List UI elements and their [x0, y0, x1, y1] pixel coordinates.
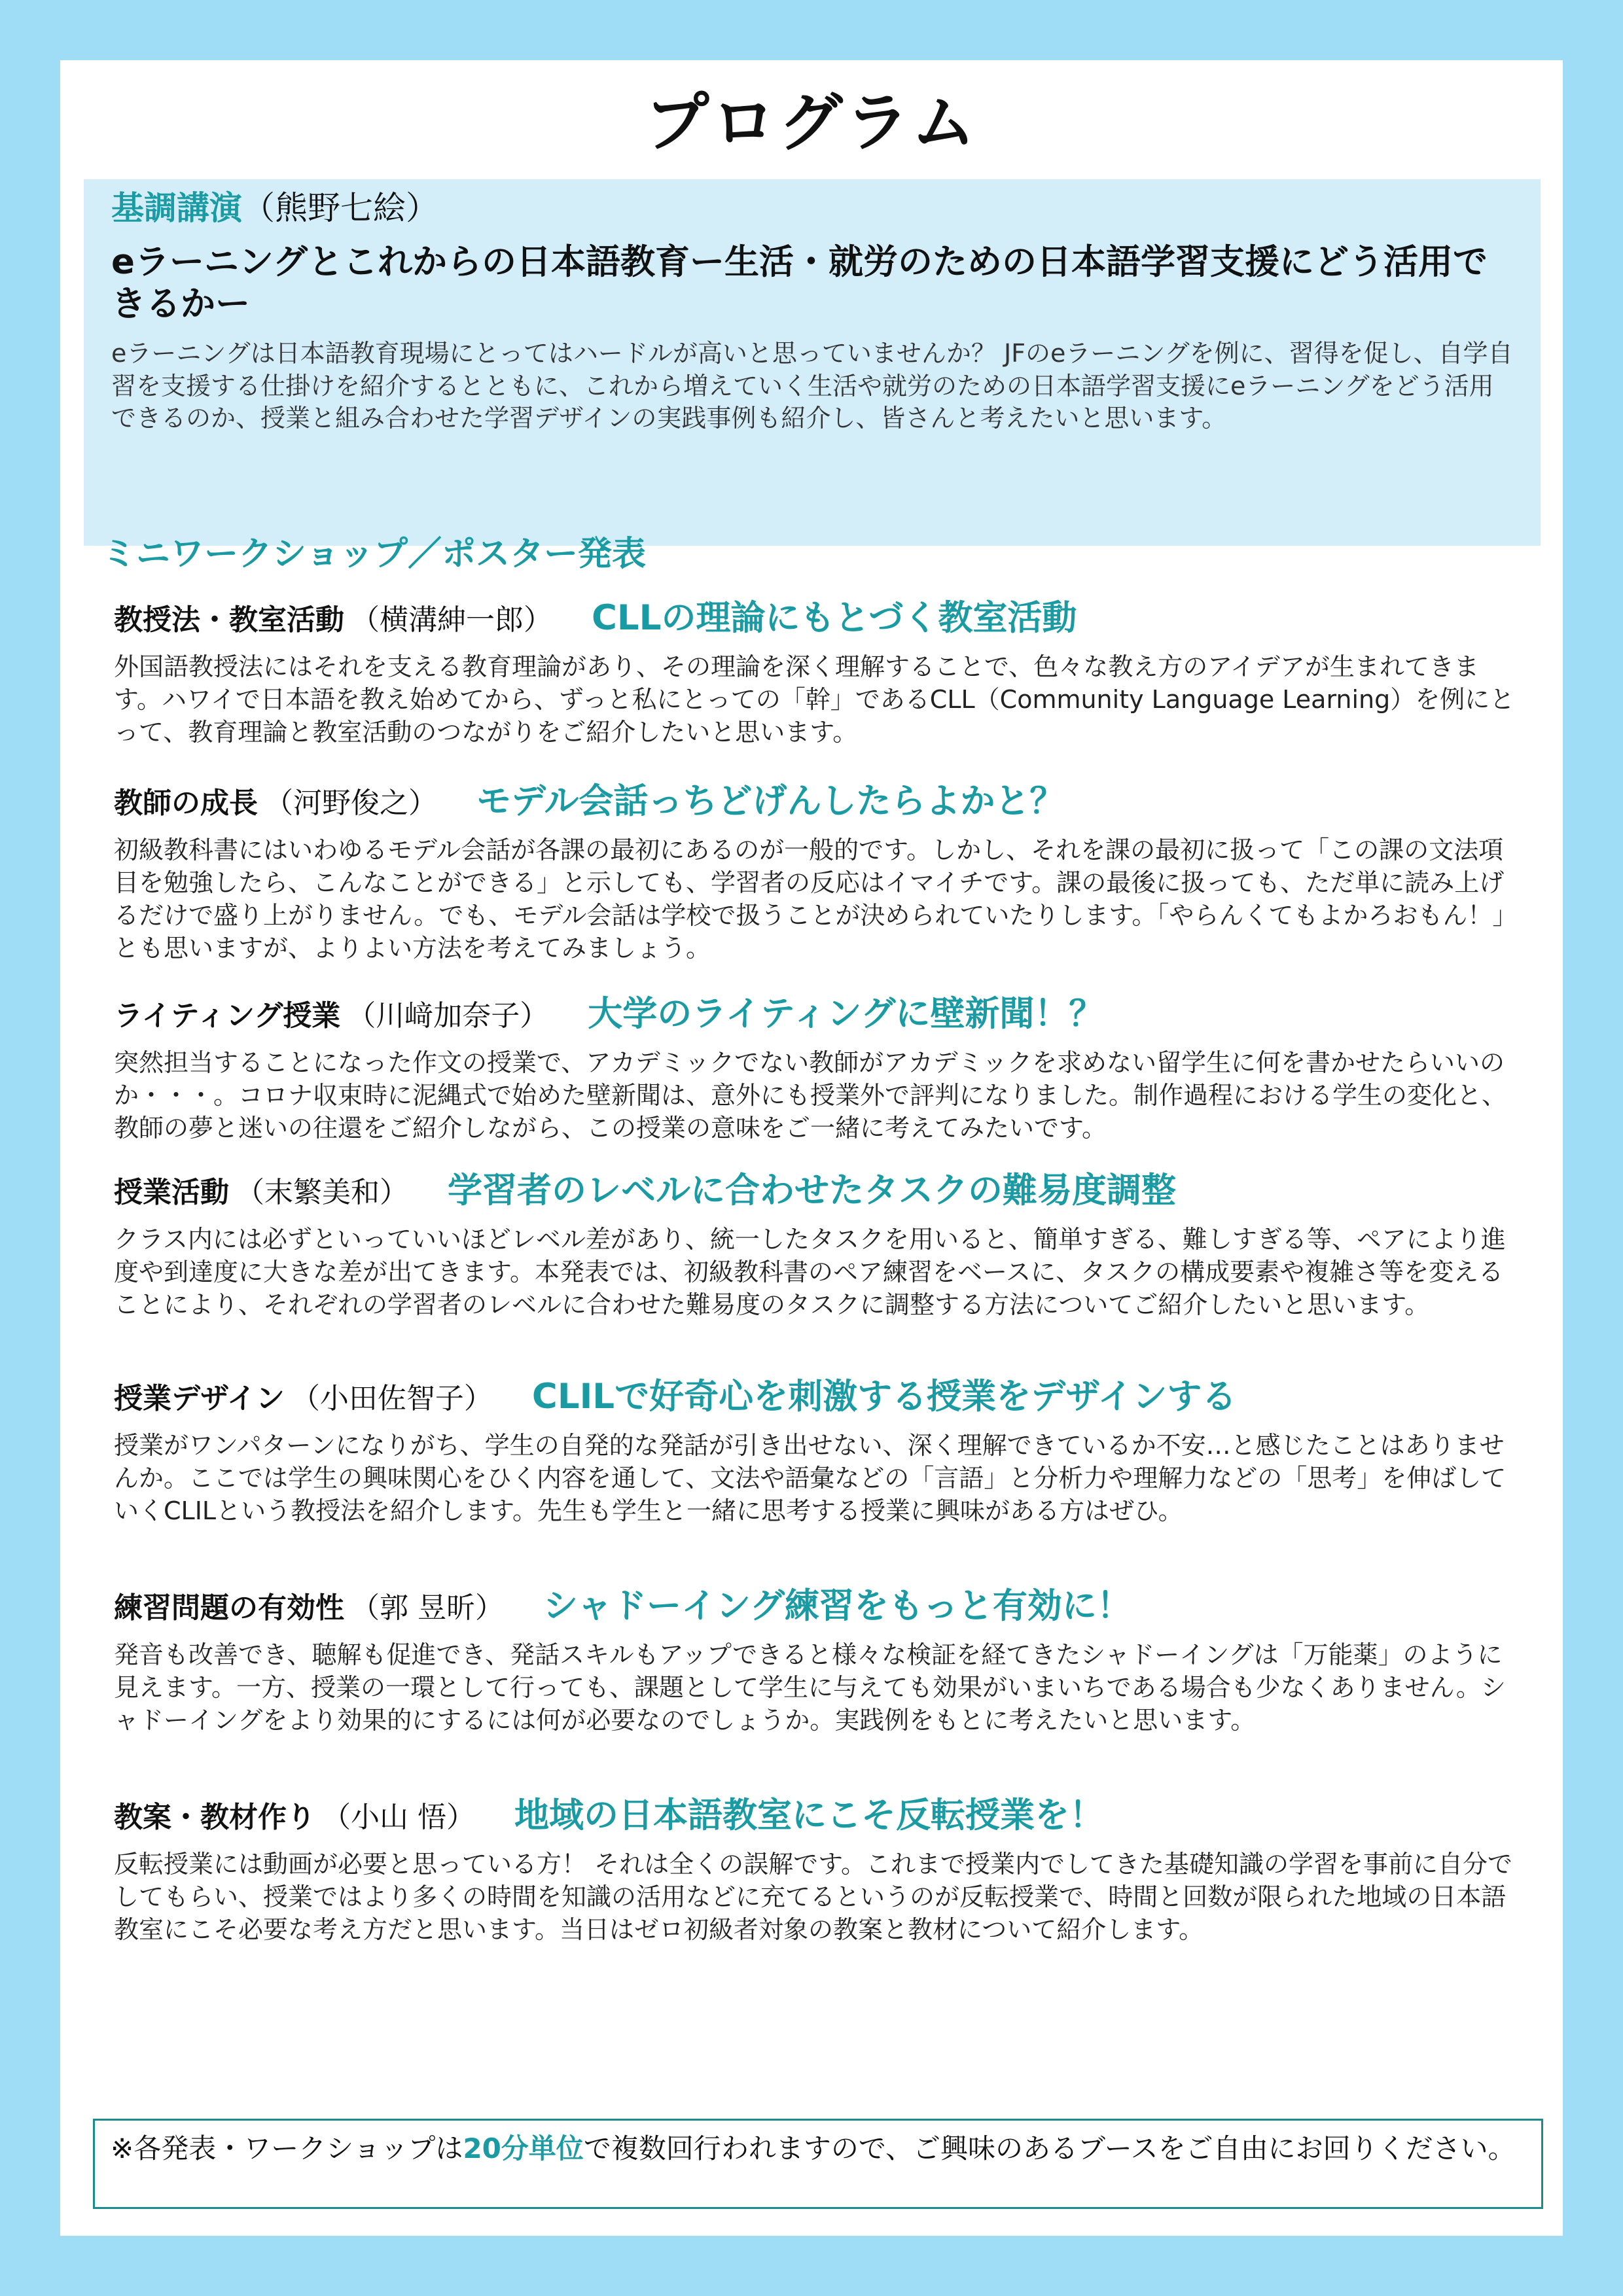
session-category: 教案・教材作り — [114, 1801, 315, 1834]
session-speaker: （小山 悟） — [322, 1801, 475, 1834]
session-title: CLLの理論にもとづく教室活動 — [592, 598, 1077, 638]
session-title: CLILで好奇心を刺激する授業をデザインする — [531, 1377, 1237, 1417]
session-description: 授業がワンパターンになりがち、学生の自発的な発話が引き出せない、深く理解できているか不安…と感じたことはありませんか。ここでは学生の興味関心をひく内容を通して、文法や語彙などの「言語」と分析力や理解力などの「思考」を伸ばしていくCLILという教授法を紹介します。先生も学生と一緒に思考する授業に興味がある方はぜひ。 — [114, 1431, 1507, 1526]
keynote-label: 基調講演 — [111, 189, 242, 227]
note-prefix: ※各発表・ワークショップは — [111, 2132, 463, 2164]
keynote-title: eラーニングとこれからの日本語教育ー生活・就労のための日本語学習支援にどう活用できるかー — [111, 242, 1488, 324]
keynote-header — [111, 187, 1513, 230]
session-speaker: （末繁美和） — [236, 1176, 408, 1209]
footer-note — [93, 2119, 1543, 2209]
session-description: 初級教科書にはいわゆるモデル会話が各課の最初にあるのが一般的です。しかし、それを課の最初に扱って「この課の文法項目を勉強したら、こんなことができる」と示しても、学習者の反応はイマイチです。課の最後に扱っても、ただ単に読み上げるだけで盛り上がりません。でも、モデル会話は学校で扱うことが決められていたりします。「やらんくてもよかろおもん！」とも思いますが、よりよい方法を考えてみましょう。 — [114, 836, 1518, 963]
session-speaker: （河野俊之） — [264, 786, 437, 820]
session-5 — [114, 1369, 1521, 1527]
session-category: 授業デザイン — [114, 1382, 285, 1415]
session-title: シャドーイング練習をもっと有効に！ — [543, 1586, 1132, 1626]
session-description: 外国語教授法にはそれを支える教育理論があり、その理論を深く理解することで、色々な教え方のアイデアが生まれてきます。ハワイで日本語を教え始めてから、ずっと私にとっての「幹」であるCLL（Community Language Learning）を例にとって、教育理論と教室活動のつながりをご紹介したいと思います。 — [114, 652, 1515, 747]
mini-workshop-heading: ミニワークショップ／ポスター発表 — [102, 535, 646, 574]
session-category: ライティング授業 — [114, 999, 341, 1033]
session-description: 発音も改善でき、聴解も促進でき、発話スキルもアップできると様々な検証を経てきたシャドーイングは「万能薬」のように見えます。一方、授業の一環として行っても、課題として学生に与えても効果がいまいちである場合も少なくありません。シャドーイングをより効果的にするには何が必要なのでしょうか。実践例をもとに考えたいと思います。 — [114, 1640, 1506, 1735]
session-title: 大学のライティングに壁新聞！？ — [588, 994, 1104, 1034]
session-description: 突然担当することになった作文の授業で、アカデミックでない教師がアカデミックを求めない留学生に何を書かせたらいいのか・・・。コロナ収束時に泥縄式で始めた壁新聞は、意外にも授業外で評判になりました。制作過程における学生の変化と、教師の夢と迷いの往還をご紹介しながら、この授業の意味をご一緒に考えてみたいです。 — [114, 1048, 1507, 1143]
session-category: 練習問題の有効性 — [114, 1591, 344, 1625]
note-highlight: 20分単位 — [463, 2132, 584, 2164]
session-1 — [114, 590, 1521, 749]
session-7 — [114, 1788, 1521, 1946]
session-category: 授業活動 — [114, 1176, 229, 1209]
keynote-description: eラーニングは日本語教育現場にとってはハードルが高いと思っていませんか？ JFのeラーニングを例に、習得を促し、自学自習を支援する仕掛けを紹介するとともに、これから増えていく生活や就労のための日本語学習支援にeラーニングをどう活用できるのか、授業と組み合わせた学習デザインの実践事例も紹介し、皆さんと考えたいと思います。 — [111, 339, 1513, 433]
session-3 — [114, 986, 1521, 1144]
session-6 — [114, 1578, 1521, 1737]
session-category: 教授法・教室活動 — [114, 603, 344, 637]
session-speaker: （横溝紳一郎） — [351, 603, 552, 637]
session-speaker: （小田佐智子） — [291, 1382, 493, 1415]
page-title: プログラム — [645, 86, 978, 160]
session-speaker: （郭 昱昕） — [351, 1591, 504, 1625]
program-page — [60, 60, 1563, 2236]
keynote-box — [84, 179, 1541, 546]
session-2 — [114, 773, 1521, 965]
keynote-speaker: （熊野七絵） — [242, 189, 438, 227]
session-title: モデル会話っちどげんしたらよかと？ — [476, 781, 1065, 821]
session-category: 教師の成長 — [114, 786, 258, 820]
session-description: 反転授業には動画が必要と思っている方！ それは全くの誤解です。これまで授業内でしてきた基礎知識の学習を事前に自分でしてもらい、授業ではより多くの時間を知識の活用などに充てるというのが反転授業で、時間と回数が限られた地域の日本語教室にこそ必要な考え方だと思います。当日はゼロ初級者対象の教案と教材について紹介します。 — [114, 1850, 1513, 1945]
session-title: 地域の日本語教室にこそ反転授業を！ — [514, 1795, 1104, 1835]
note-suffix: で複数回行われますので、ご興味のあるブースをご自由にお回りください。 — [583, 2132, 1516, 2164]
session-title: 学習者のレベルに合わせたタスクの難易度調整 — [448, 1171, 1176, 1210]
session-description: クラス内には必ずといっていいほどレベル差があり、統一したタスクを用いると、簡単すぎる、難しすぎる等、ペアにより進度や到達度に大きな差が出てきます。本発表では、初級教科書のペア練習をベースに、タスクの構成要素や複雑さ等を変えることにより、それぞれの学習者のレベルに合わせた難易度のタスクに調整する方法についてご紹介したいと思います。 — [114, 1225, 1506, 1320]
session-4 — [114, 1163, 1521, 1321]
session-speaker: （川﨑加奈子） — [347, 999, 549, 1033]
